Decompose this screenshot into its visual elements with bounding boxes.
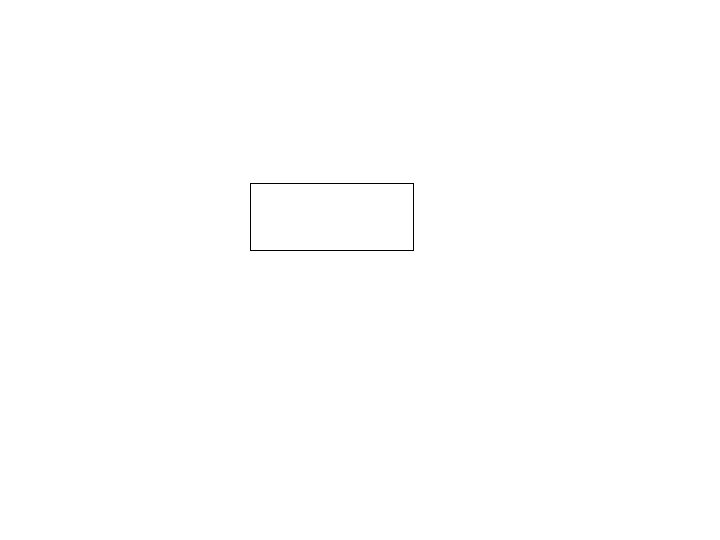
control-object-box [250, 183, 414, 251]
